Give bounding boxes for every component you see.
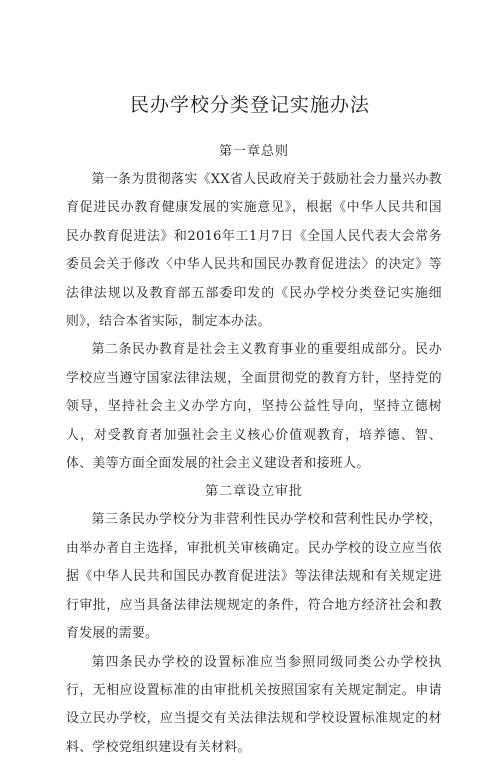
document-body — [66, 138, 442, 762]
article-paragraph: 第一条为贯彻落实《XX省人民政府关于鼓励社会力量兴办教育促进民办教育健康发展的实施意见》，根据《中华人民共和国民办教育促进法》和2016年工1月7日《全国人民代表大会常务委员会关于修改〈中华人民共和国民办教育促进法〉的决定》等法律法规以及教育部五部委印发的《民办学校分类登记实施细则》，结合本省实际，制定本办法。 — [66, 166, 442, 336]
article-paragraph: 第二条民办教育是社会主义教育事业的重要组成部分。民办学校应当遵守国家法律法规，全面贯彻党的教育方针，坚持党的领导，坚持社会主义办学方向，坚持公益性导向，坚持立德树人，对受教育者加强社会主义核心价值观教育，培养德、智、体、美等方面全面发展的社会主义建设者和接班人。 — [66, 336, 442, 478]
document-title: 民办学校分类登记实施办法 — [0, 90, 500, 117]
chapter-heading: 第一章总则 — [66, 138, 442, 166]
article-paragraph: 第三条民办学校分为非营利性民办学校和营利性民办学校，由举办者自主选择，审批机关审核确定。民办学校的设立应当依据《中华人民共和国民办教育促进法》等法律法规和有关规定进行审批，应当具备法律法规规定的条件，符合地方经济社会和教育发展的需要。 — [66, 506, 442, 648]
chapter-heading: 第二章设立审批 — [66, 478, 442, 506]
article-paragraph: 第四条民办学校的设置标准应当参照同级同类公办学校执行，无相应设置标准的由审批机关按照国家有关规定制定。申请设立民办学校，应当提交有关法律法规和学校设置标准规定的材料、学校党组织建设有关材料。 — [66, 649, 442, 762]
